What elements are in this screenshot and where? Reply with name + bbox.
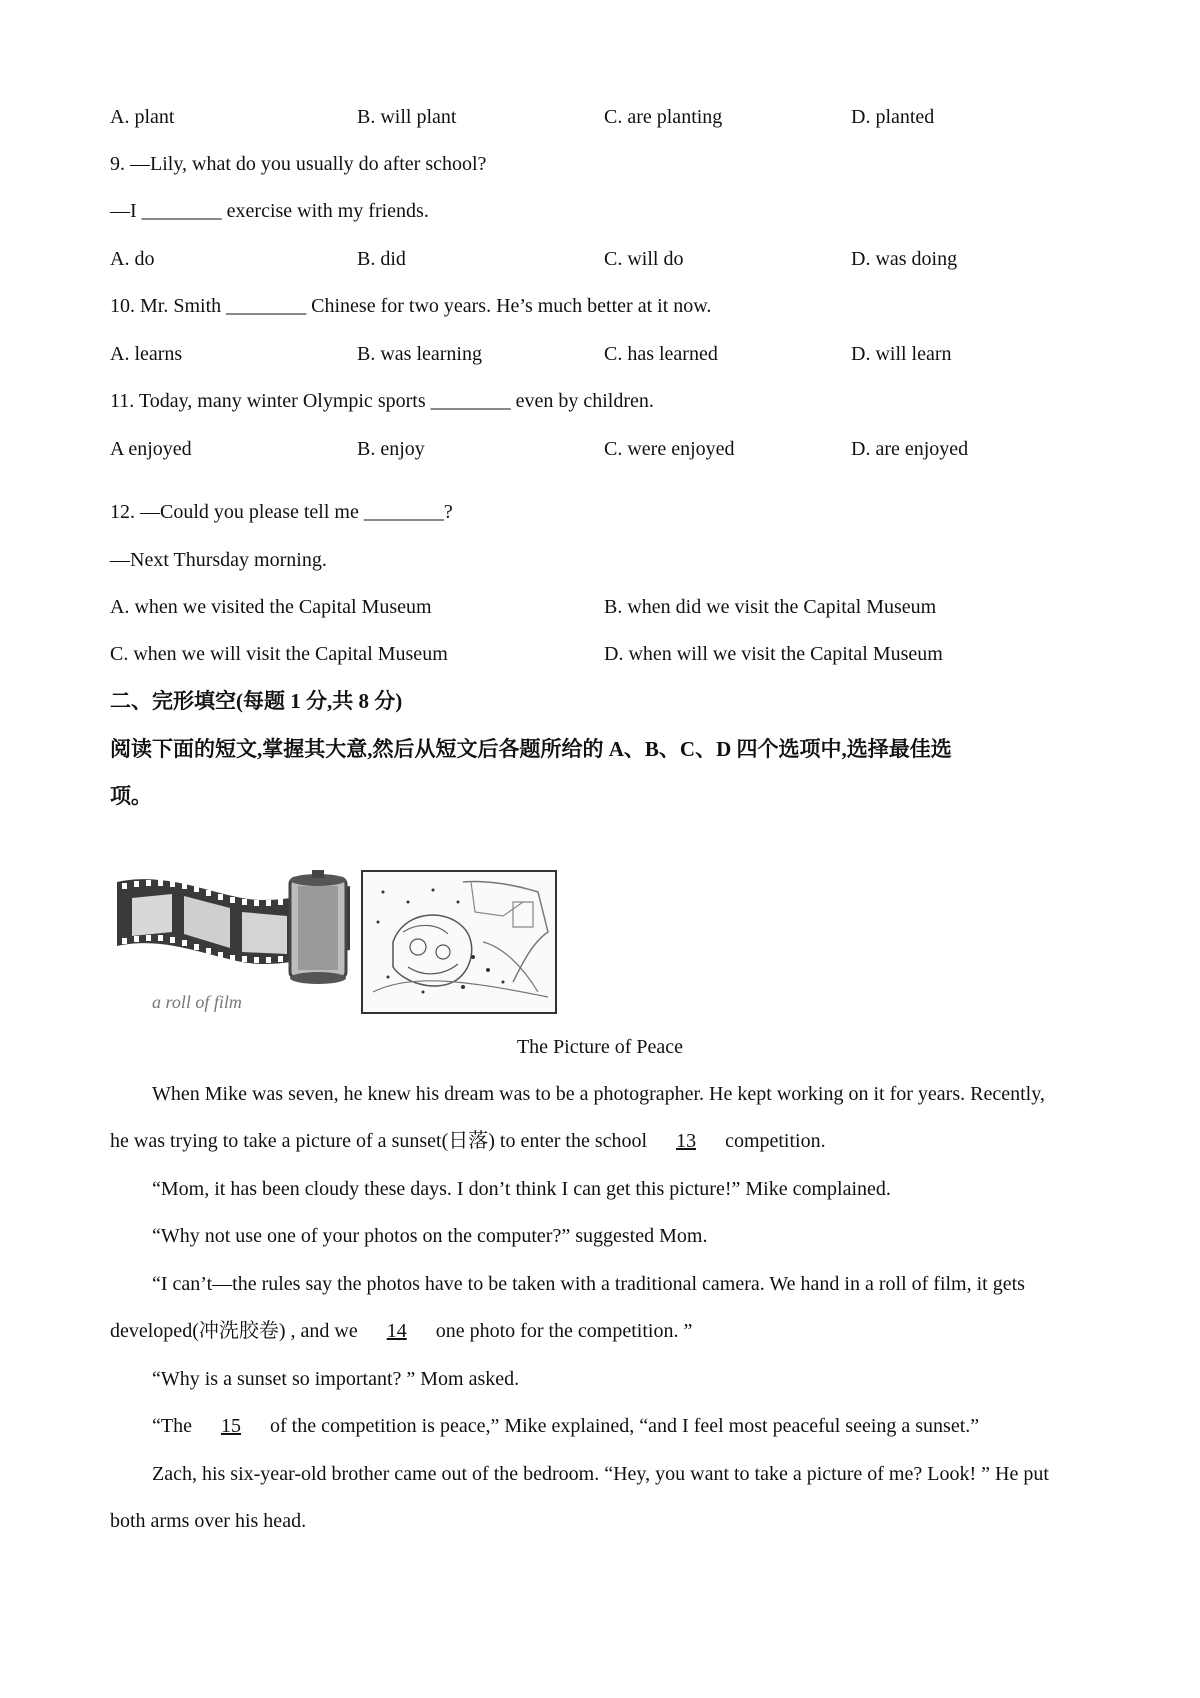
q11-stem: 11. Today, many winter Olympic sports ________ even by children. [110,390,654,412]
q9-option-a: A. do [110,248,155,270]
passage-p5: “Why is a sunset so important? ” Mom asked. [152,1368,520,1390]
q12-option-a: A. when we visited the Capital Museum [110,596,432,618]
passage-p6-a: “The [152,1415,197,1437]
blank-15: 15 [220,1415,241,1437]
q10-option-c: C. has learned [604,343,718,365]
q12-reply: —Next Thursday morning. [110,549,327,571]
passage-p1-line2-a: he was trying to take a picture of a sunset(日落) to enter the school [110,1130,653,1152]
passage-p4-line2 [110,1319,692,1343]
passage-p1-line2 [110,1129,826,1153]
blank-14: 14 [386,1320,407,1342]
q8-option-a: A. plant [110,106,175,128]
passage-p4-line2-b: one photo for the competition. ” [430,1320,693,1342]
q12-option-b: B. when did we visit the Capital Museum [604,596,937,618]
passage-p1-line2-b: competition. [720,1130,826,1152]
q9-reply: —I ________ exercise with my friends. [110,200,429,222]
section2-instruction-line1: 阅读下面的短文,掌握其大意,然后从短文后各题所给的 A、B、C、D 四个选项中,选择最佳选 [110,737,952,761]
q12-option-c: C. when we will visit the Capital Museum [110,643,448,665]
q11-option-c: C. were enjoyed [604,438,735,460]
passage-title: The Picture of Peace [516,1036,684,1058]
q10-option-a: A. learns [110,343,183,365]
q9-stem: 9. —Lily, what do you usually do after school? [110,153,487,175]
q8-option-d: D. planted [851,106,935,128]
passage-p4-line2-a: developed(冲洗胶卷) , and we [110,1320,363,1342]
q8-option-b: B. will plant [357,106,457,128]
q10-option-b: B. was learning [357,343,482,365]
q10-option-d: D. will learn [851,343,952,365]
q8-option-c: C. are planting [604,106,723,128]
q12-option-d: D. when will we visit the Capital Museum [604,643,943,665]
q9-option-d: D. was doing [851,248,958,270]
q10-stem: 10. Mr. Smith ________ Chinese for two years. He’s much better at it now. [110,295,712,317]
q11-option-b: B. enjoy [357,438,425,460]
q9-option-b: B. did [357,248,406,270]
passage-p4-line1: “I can’t—the rules say the photos have to be taken with a traditional camera. We hand in a roll of film, it gets [152,1273,1025,1295]
passage-p7-line2: both arms over his head. [110,1510,307,1532]
q11-option-d: D. are enjoyed [851,438,969,460]
q9-option-c: C. will do [604,248,684,270]
passage-p1-line1: When Mike was seven, he knew his dream was to be a photographer. He kept working on it for years. Recently, [152,1083,1045,1105]
passage-p6 [152,1414,979,1438]
film-roll-illustration [112,870,357,1020]
q12-stem: 12. —Could you please tell me ________? [110,501,453,523]
passage-p3: “Why not use one of your photos on the computer?” suggested Mom. [152,1225,708,1247]
film-caption: a roll of film [152,992,242,1012]
passage-p7-line1: Zach, his six-year-old brother came out of the bedroom. “Hey, you want to take a picture of me? Look! ” He put [152,1463,1049,1485]
passage-p2: “Mom, it has been cloudy these days. I don’t think I can get this picture!” Mike complained. [152,1178,891,1200]
q11-option-a: A enjoyed [110,438,192,460]
passage-p6-b: of the competition is peace,” Mike explained, “and I feel most peaceful seeing a sunset.” [264,1415,980,1437]
blank-13: 13 [676,1130,697,1152]
section2-instruction-line2: 项。 [110,784,152,808]
section2-heading: 二、完形填空(每题 1 分,共 8 分) [110,689,403,713]
child-sketch-image [361,870,557,1014]
